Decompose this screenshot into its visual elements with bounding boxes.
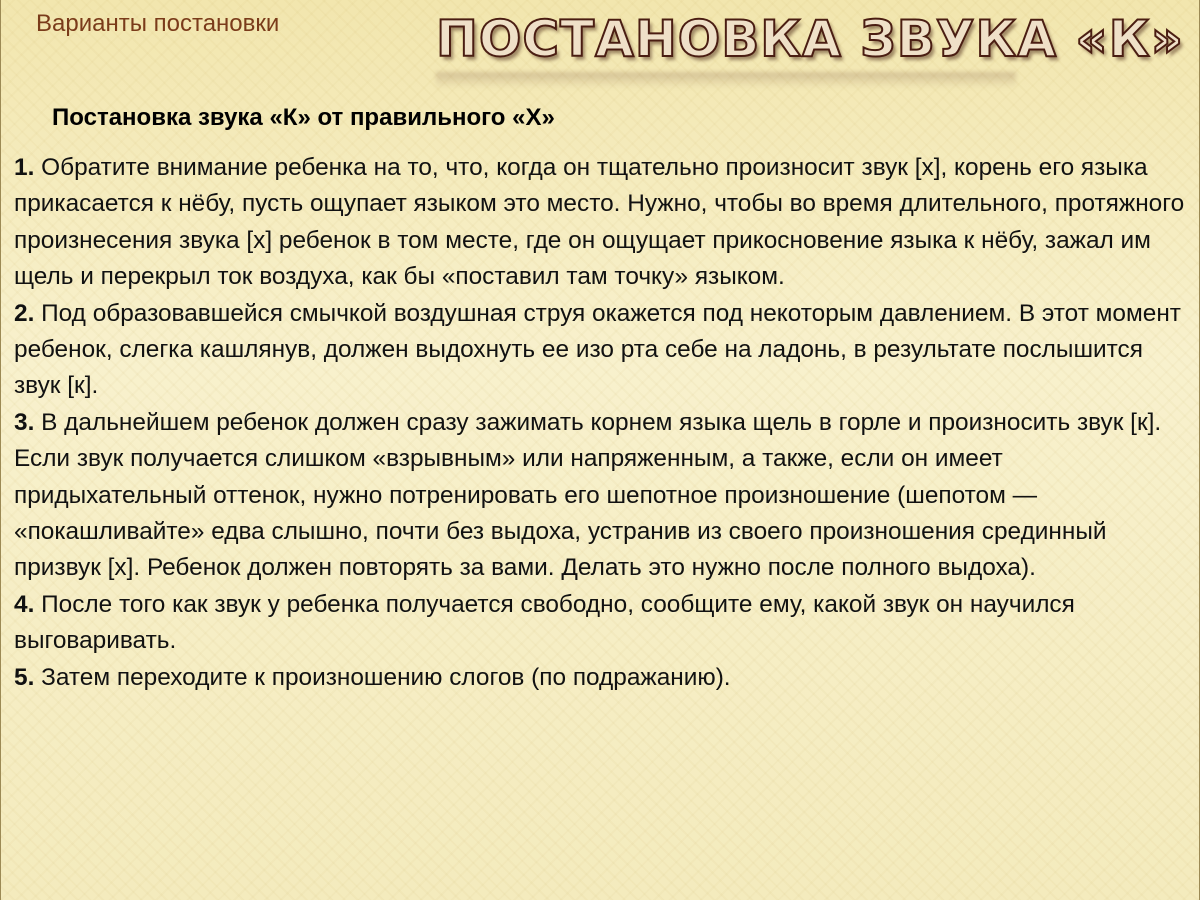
step-3 — [14, 405, 1186, 587]
step-text: В дальнейшем ребенок должен сразу зажимать корнем языка щель в горле и произносить звук [к]. Если звук получается слишком «взрывным» или напряженным, а также, если он имеет придыхательный оттенок, нужно потренировать его шепотное произношение (шепотом — «покашливайте» едва слышно, почти без выдоха, устранив из своего произношения срединный призвук [х]. Ребенок должен повторять за вами. Делать это нужно после полного выдоха). — [14, 408, 1162, 582]
step-1 — [14, 150, 1186, 296]
step-text: После того как звук у ребенка получается свободно, сообщите ему, какой звук он научился выговаривать. — [14, 590, 1075, 655]
slide-title: ПОСТАНОВКА ЗВУКА «К» — [436, 10, 1184, 68]
step-text: Обратите внимание ребенка на то, что, когда он тщательно произносит звук [х], корень его языка прикасается к нёбу, пусть ощупает языком это место. Нужно, чтобы во время длительного, протяжного произнесения звука [х] ребенок в том месте, где он ощущает прикосновение языка к нёбу, зажал им щель и перекрыл ток воздуха, как бы «поставил там точку» языком. — [14, 154, 1185, 291]
step-4 — [14, 587, 1186, 660]
steps-list — [14, 150, 1186, 696]
section-label: Варианты постановки — [36, 10, 280, 37]
step-text: Затем переходите к произношению слогов (по подражанию). — [41, 663, 731, 691]
title-reflection — [436, 72, 1016, 88]
step-number: 3. — [14, 408, 35, 436]
slide-subtitle: Постановка звука «К» от правильного «Х» — [52, 104, 555, 131]
step-5 — [14, 660, 1186, 696]
step-number: 5. — [14, 663, 35, 691]
step-number: 2. — [14, 299, 35, 327]
step-text: Под образовавшейся смычкой воздушная струя окажется под некоторым давлением. В этот момент ребенок, слегка кашлянув, должен выдохнуть ее изо рта себе на ладонь, в результате послышится звук [к]. — [14, 299, 1181, 400]
step-number: 4. — [14, 590, 35, 618]
step-number: 1. — [14, 154, 35, 181]
step-2 — [14, 296, 1186, 405]
